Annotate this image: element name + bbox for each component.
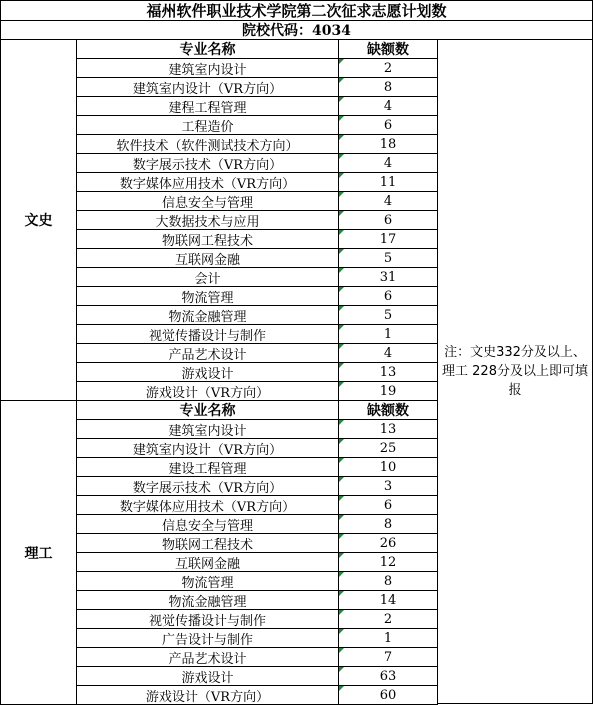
- column-header-quota: 缺额数: [339, 401, 438, 420]
- cell-marker-icon: [339, 268, 344, 273]
- quota-value: 8: [339, 572, 438, 591]
- major-name: 游戏设计（VR方向）: [77, 382, 339, 401]
- cell-marker-icon: [339, 363, 344, 368]
- major-name: 数字展示技术（VR方向）: [77, 154, 339, 173]
- quota-value: 13: [339, 420, 438, 439]
- major-name: 信息安全与管理: [77, 515, 339, 534]
- cell-marker-icon: [339, 610, 344, 615]
- quota-value: 14: [339, 591, 438, 610]
- major-name: 游戏设计（VR方向）: [77, 686, 339, 705]
- major-name: 会计: [77, 268, 339, 287]
- major-name: 物流管理: [77, 287, 339, 306]
- quota-value: 3: [339, 477, 438, 496]
- cell-marker-icon: [339, 325, 344, 330]
- cell-marker-icon: [339, 78, 344, 83]
- quota-value: 12: [339, 553, 438, 572]
- cell-marker-icon: [339, 553, 344, 558]
- quota-value: 7: [339, 648, 438, 667]
- quota-value: 25: [339, 439, 438, 458]
- cell-marker-icon: [339, 572, 344, 577]
- cell-marker-icon: [339, 135, 344, 140]
- quota-value: 5: [339, 249, 438, 268]
- quota-value: 1: [339, 325, 438, 344]
- quota-value: 5: [339, 306, 438, 325]
- quota-value: 8: [339, 78, 438, 97]
- major-name: 大数据技术与应用: [77, 211, 339, 230]
- major-name: 产品艺术设计: [77, 344, 339, 363]
- major-name: 视觉传播设计与制作: [77, 610, 339, 629]
- quota-value: 13: [339, 363, 438, 382]
- quota-value: 8: [339, 515, 438, 534]
- quota-value: 11: [339, 173, 438, 192]
- major-name: 互联网金融: [77, 249, 339, 268]
- major-name: 物流金融管理: [77, 591, 339, 610]
- cell-marker-icon: [339, 496, 344, 501]
- quota-value: 19: [339, 382, 438, 401]
- quota-value: 2: [339, 59, 438, 78]
- cell-marker-icon: [339, 458, 344, 463]
- cell-marker-icon: [339, 344, 344, 349]
- quota-value: 6: [339, 211, 438, 230]
- cell-marker-icon: [339, 211, 344, 216]
- major-name: 物联网工程技术: [77, 230, 339, 249]
- major-name: 游戏设计: [77, 667, 339, 686]
- cell-marker-icon: [339, 515, 344, 520]
- major-name: 数字媒体应用技术（VR方向）: [77, 496, 339, 515]
- cell-marker-icon: [339, 686, 344, 691]
- cell-marker-icon: [339, 591, 344, 596]
- quota-value: 63: [339, 667, 438, 686]
- major-name: 数字媒体应用技术（VR方向）: [77, 173, 339, 192]
- major-name: 建筑室内设计（VR方向）: [77, 78, 339, 97]
- cell-marker-icon: [339, 154, 344, 159]
- quota-value: 2: [339, 610, 438, 629]
- quota-value: 6: [339, 496, 438, 515]
- cell-marker-icon: [339, 629, 344, 634]
- cell-marker-icon: [339, 439, 344, 444]
- major-name: 建设工程管理: [77, 458, 339, 477]
- major-name: 物流金融管理: [77, 306, 339, 325]
- quota-value: 60: [339, 686, 438, 705]
- cell-marker-icon: [339, 97, 344, 102]
- cell-marker-icon: [339, 382, 344, 387]
- cell-marker-icon: [339, 306, 344, 311]
- quota-value: 26: [339, 534, 438, 553]
- major-name: 游戏设计: [77, 363, 339, 382]
- eligibility-note: 注：文史332分及以上、理工 228分及以上即可填报: [438, 40, 593, 704]
- column-header-major: 专业名称: [77, 40, 339, 59]
- quota-value: 18: [339, 135, 438, 154]
- major-name: 建筑室内设计（VR方向）: [77, 439, 339, 458]
- cell-marker-icon: [339, 648, 344, 653]
- major-name: 数字展示技术（VR方向）: [77, 477, 339, 496]
- quota-value: 6: [339, 287, 438, 306]
- cell-marker-icon: [339, 230, 344, 235]
- quota-value: 31: [339, 268, 438, 287]
- cell-marker-icon: [339, 420, 344, 425]
- major-name: 建筑室内设计: [77, 59, 339, 78]
- major-name: 建筑室内设计: [77, 420, 339, 439]
- major-name: 软件技术（软件测试技术方向）: [77, 135, 339, 154]
- major-name: 互联网金融: [77, 553, 339, 572]
- quota-value: 4: [339, 154, 438, 173]
- quota-value: 6: [339, 116, 438, 135]
- column-header-major: 专业名称: [77, 401, 339, 420]
- quota-value: 10: [339, 458, 438, 477]
- major-name: 工程造价: [77, 116, 339, 135]
- major-name: 信息安全与管理: [77, 192, 339, 211]
- major-name: 物联网工程技术: [77, 534, 339, 553]
- quota-value: 4: [339, 97, 438, 116]
- cell-marker-icon: [339, 534, 344, 539]
- cell-marker-icon: [339, 477, 344, 482]
- cell-marker-icon: [339, 116, 344, 121]
- cell-marker-icon: [339, 667, 344, 672]
- cell-marker-icon: [339, 173, 344, 178]
- category-label: 文史: [0, 40, 77, 401]
- major-name: 物流管理: [77, 572, 339, 591]
- cell-marker-icon: [339, 59, 344, 64]
- school-code: 院校代码：4034: [0, 21, 593, 40]
- major-name: 广告设计与制作: [77, 629, 339, 648]
- cell-marker-icon: [339, 192, 344, 197]
- table-title: 福州软件职业技术学院第二次征求志愿计划数: [0, 0, 593, 21]
- cell-marker-icon: [339, 287, 344, 292]
- category-label: 理工: [0, 401, 77, 705]
- column-header-quota: 缺额数: [339, 40, 438, 59]
- quota-value: 4: [339, 192, 438, 211]
- major-name: 产品艺术设计: [77, 648, 339, 667]
- quota-value: 1: [339, 629, 438, 648]
- major-name: 建程工程管理: [77, 97, 339, 116]
- major-name: 视觉传播设计与制作: [77, 325, 339, 344]
- quota-value: 17: [339, 230, 438, 249]
- quota-value: 4: [339, 344, 438, 363]
- cell-marker-icon: [339, 249, 344, 254]
